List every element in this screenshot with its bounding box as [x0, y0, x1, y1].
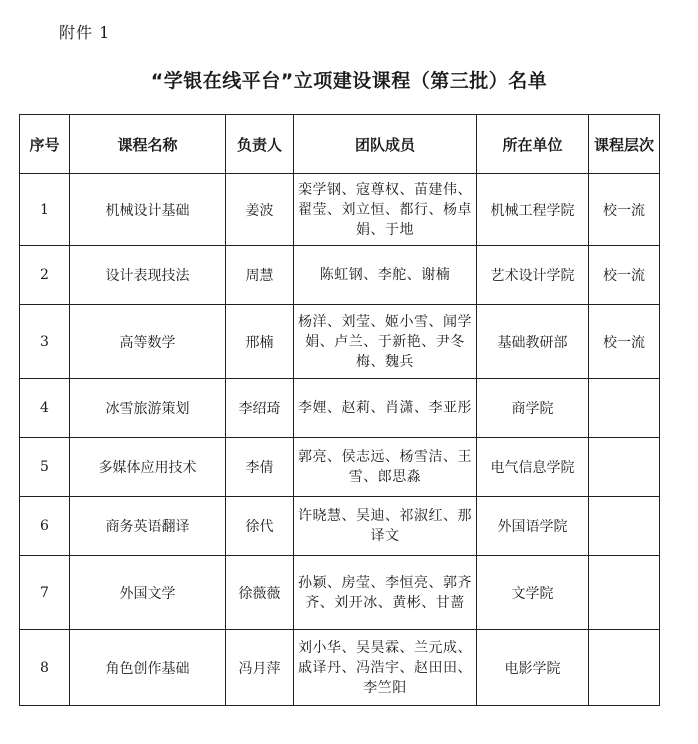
cell-unit: 基础教研部: [477, 305, 589, 379]
table-row: [20, 174, 660, 246]
cell-unit: 商学院: [477, 379, 589, 438]
cell-lead: 冯月萍: [226, 630, 294, 706]
cell-members: 孙颖、房莹、李恒亮、郭齐齐、刘开冰、黄彬、甘蔷: [294, 556, 477, 630]
cell-course: 冰雪旅游策划: [70, 379, 226, 438]
cell-course: 角色创作基础: [70, 630, 226, 706]
table-row: [20, 556, 660, 630]
cell-lead: 周慧: [226, 246, 294, 305]
column-header-course: 课程名称: [70, 115, 226, 174]
column-header-members: 团队成员: [294, 115, 477, 174]
cell-course: 高等数学: [70, 305, 226, 379]
cell-level: 校一流: [589, 305, 660, 379]
cell-lead: 李绍琦: [226, 379, 294, 438]
table-row: [20, 246, 660, 305]
cell-level: [589, 630, 660, 706]
column-header-unit: 所在单位: [477, 115, 589, 174]
cell-members: 栾学钢、寇尊权、苗建伟、翟莹、刘立恒、都行、杨卓娟、于地: [294, 174, 477, 246]
table-row: [20, 438, 660, 497]
cell-no: 5: [20, 438, 70, 497]
cell-members: 郭亮、侯志远、杨雪洁、王雪、郎思淼: [294, 438, 477, 497]
cell-unit: 外国语学院: [477, 497, 589, 556]
cell-members: 杨洋、刘莹、姬小雪、闻学娟、卢兰、于新艳、尹冬梅、魏兵: [294, 305, 477, 379]
document-title: “学银在线平台”立项建设课程（第三批）名单: [150, 70, 548, 92]
cell-no: 6: [20, 497, 70, 556]
cell-level: [589, 379, 660, 438]
cell-level: [589, 438, 660, 497]
cell-lead: 李倩: [226, 438, 294, 497]
table-header-row: [20, 115, 660, 174]
cell-course: 设计表现技法: [70, 246, 226, 305]
cell-unit: 电影学院: [477, 630, 589, 706]
cell-no: 7: [20, 556, 70, 630]
cell-no: 3: [20, 305, 70, 379]
cell-unit: 艺术设计学院: [477, 246, 589, 305]
cell-no: 1: [20, 174, 70, 246]
cell-level: [589, 556, 660, 630]
table-row: [20, 305, 660, 379]
cell-level: 校一流: [589, 174, 660, 246]
cell-no: 4: [20, 379, 70, 438]
cell-course: 外国文学: [70, 556, 226, 630]
cell-level: 校一流: [589, 246, 660, 305]
cell-members: 许晓慧、吴迪、祁淑红、那译文: [294, 497, 477, 556]
cell-course: 商务英语翻译: [70, 497, 226, 556]
column-header-no: 序号: [20, 115, 70, 174]
column-header-lead: 负责人: [226, 115, 294, 174]
cell-level: [589, 497, 660, 556]
cell-course: 多媒体应用技术: [70, 438, 226, 497]
attachment-label: 附件 1: [59, 23, 111, 42]
cell-lead: 邢楠: [226, 305, 294, 379]
cell-lead: 姜波: [226, 174, 294, 246]
table-row: [20, 379, 660, 438]
cell-unit: 文学院: [477, 556, 589, 630]
cell-course: 机械设计基础: [70, 174, 226, 246]
cell-unit: 机械工程学院: [477, 174, 589, 246]
cell-members: 李娌、赵莉、肖潇、李亚彤: [294, 379, 477, 438]
cell-no: 2: [20, 246, 70, 305]
cell-members: 陈虹钢、李舵、谢楠: [294, 246, 477, 305]
cell-no: 8: [20, 630, 70, 706]
cell-unit: 电气信息学院: [477, 438, 589, 497]
cell-lead: 徐薇薇: [226, 556, 294, 630]
cell-lead: 徐代: [226, 497, 294, 556]
table-row: [20, 497, 660, 556]
cell-members: 刘小华、吴昊霖、兰元成、戚译丹、冯浩宇、赵田田、李竺阳: [294, 630, 477, 706]
course-table: [19, 114, 660, 706]
table-row: [20, 630, 660, 706]
column-header-level: 课程层次: [589, 115, 660, 174]
